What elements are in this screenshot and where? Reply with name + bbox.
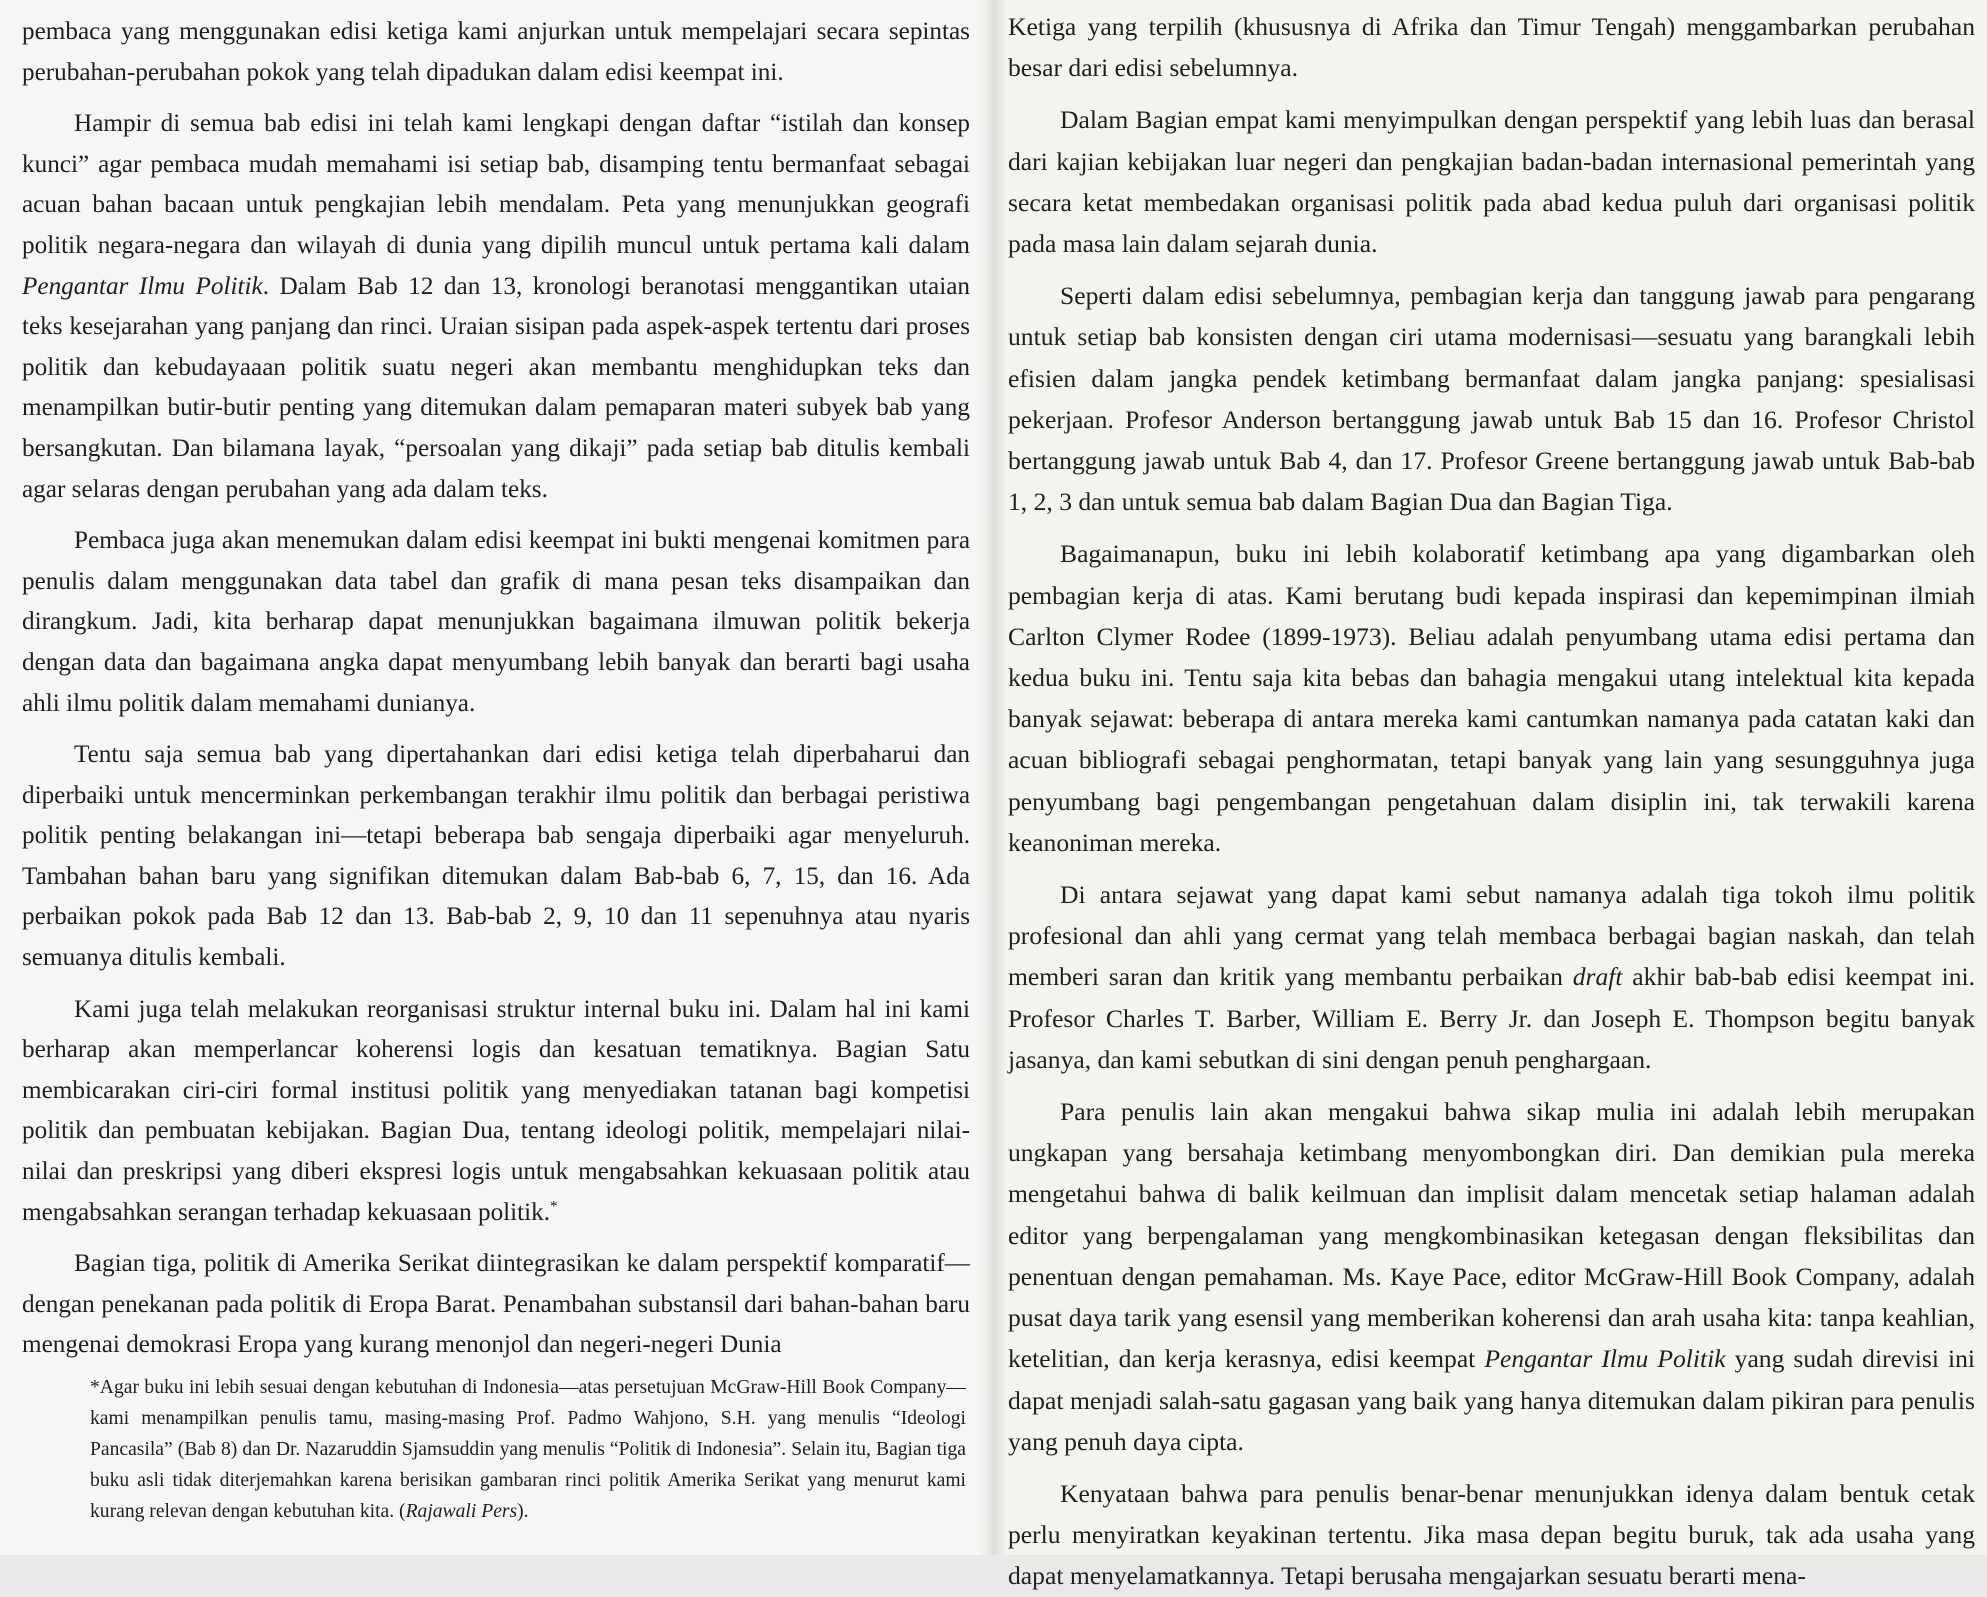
right-paragraph-6: Kenyataan bahwa para penulis benar-benar menunjukkan idenya dalam bentuk cetak perlu menyiratkan keyakinan tertentu. Jika masa depan begitu buruk, tak ada usaha yang dapat menyelamatkannya. Tetapi berusaha mengajarkan sesuatu berarti mena- — [1008, 1478, 1975, 1591]
left-paragraph-0: pembaca yang menggunakan edisi ketiga kami anjurkan untuk mempelajari secara sepintas perubahan-perubahan pokok yang telah dipadukan dalam edisi keempat ini. — [22, 18, 970, 86]
footnote-source-italic: Rajawali Pers — [405, 1501, 518, 1522]
right-paragraph-3: Bagaimanapun, buku ini lebih kolaboratif ketimbang apa yang digambarkan oleh pembagian kerja di atas. Kami berutang budi kepada inspirasi dan kepemimpinan ilmiah Carlton Clymer Rodee (1899-1973). Beliau adalah penyumbang utama edisi pertama dan kedua buku ini. Tentu saja kita bebas dan bahagia mengakui utang intelektual kita kepada banyak sejawat: beberapa di antara mereka kami cantumkan namanya pada catatan kaki dan acuan bibliografi sebagai penghormatan, tetapi banyak yang lain yang sesungguhnya juga penyumbang bagi pengembangan pengetahuan dalam disiplin ini, tak terwakili karena keanoniman mereka. — [1008, 539, 1975, 857]
footnote-text-b: ). — [517, 1501, 529, 1522]
footnote-marker: * — [550, 1198, 558, 1215]
left-paragraph-5: Bagian tiga, politik di Amerika Serikat diintegrasikan ke dalam perspektif komparatif—dengan penekanan pada politik di Eropa Barat. Penambahan substansil dari bahan-bahan baru mengenai demokrasi Eropa yang kurang menonjol dan negeri-negeri Dunia — [22, 1250, 970, 1359]
footnote-text-a: *Agar buku ini lebih sesuai dengan kebutuhan di Indonesia—atas persetujuan McGraw-Hill Book Company—kami menampilkan penulis tamu, masing-masing Prof. Padmo Wahjono, S.H. yang menulis “Ideologi Pancasila” (Bab 8) dan Dr. Nazaruddin Sjamsuddin yang menulis “Politik di Indonesia”. Selain itu, Bagian tiga buku asli tidak diterjemahkan karena berisikan gambaran rinci politik Amerika Serikat yang menurut kami kurang relevan dengan kebutuhan kita. ( — [90, 1377, 966, 1522]
right-page-body — [1008, 6, 1975, 1597]
right-paragraph-4 — [1008, 874, 1975, 1080]
right-paragraph-1: Dalam Bagian empat kami menyimpulkan dengan perspektif yang lebih luas dan berasal dari kajian kebijakan luar negeri dan pengkajian badan-badan internasional pemerintah yang secara ketat membedakan organisasi politik pada abad kedua puluh dari organisasi politik pada masa lain dalam sejarah dunia. — [1008, 105, 1975, 259]
left-page — [0, 0, 988, 1555]
left-paragraph-1-text-a: Hampir di semua bab edisi ini telah kami lengkapi dengan daftar “istilah dan konsep kunci” agar pembaca mudah memahami isi setiap bab, disamping tentu bermanfaat sebagai acuan bahan bacaan untuk pengkajian lebih mendalam. Peta yang menunjukkan geografi politik negara-negara dan wilayah di dunia yang dipilih muncul untuk pertama kali dalam — [22, 110, 970, 259]
right-paragraph-4-text-b: akhir bab-bab edisi keempat ini. Profesor Charles T. Barber, William E. Berry Jr. dan Joseph E. Thompson begitu banyak jasanya, dan kami sebutkan di sini dengan penuh penghargaan. — [1008, 962, 1975, 1074]
left-paragraph-1 — [22, 104, 970, 510]
left-paragraph-3: Tentu saja semua bab yang dipertahankan dari edisi ketiga telah diperbaharui dan diperbaiki untuk mencerminkan perkembangan terakhir ilmu politik dan berbagai peristiwa politik penting belakangan ini—tetapi beberapa bab sengaja diperbaiki agar menyeluruh. Tambahan bahan baru yang signifikan ditemukan dalam Bab-bab 6, 7, 15, dan 16. Ada perbaikan pokok pada Bab 12 dan 13. Bab-bab 2, 9, 10 dan 11 sepenuhnya atau nyaris semuanya ditulis kembali. — [22, 741, 970, 972]
footnote — [90, 1372, 966, 1527]
book-title-italic: Pengantar Ilmu Politik — [22, 272, 263, 300]
right-paragraph-0: Ketiga yang terpilih (khususnya di Afrika dan Timur Tengah) menggambarkan perubahan besar dari edisi sebelumnya. — [1008, 12, 1975, 83]
right-page — [988, 0, 1987, 1591]
right-paragraph-2: Seperti dalam edisi sebelumnya, pembagian kerja dan tanggung jawab para pengarang untuk setiap bab konsisten dengan ciri utama modernisasi—sesuatu yang barangkali lebih efisien dalam jangka pendek ketimbang bermanfaat dalam jangka panjang: spesialisasi pekerjaan. Profesor Anderson bertanggung jawab untuk Bab 15 dan 16. Profesor Christol bertanggung jawab untuk Bab 4, dan 17. Profesor Greene bertanggung jawab untuk Bab-bab 1, 2, 3 dan untuk semua bab dalam Bagian Dua dan Bagian Tiga. — [1008, 281, 1975, 517]
right-paragraph-5-text-a: Para penulis lain akan mengakui bahwa sikap mulia ini adalah lebih merupakan ungkapan yang bersahaja ketimbang menyombongkan diri. Dan demikian pula mereka mengetahui bahwa di balik keilmuan dan implisit dalam mencetak setiap halaman adalah editor yang berpengalaman yang mengkombinasikan ketegasan dengan fleksibilitas dan penentuan dengan pemahaman. Ms. Kaye Pace, editor McGraw-Hill Book Company, adalah pusat daya tarik yang esensil yang memberikan koherensi dan arah usaha kita: tanpa keahlian, ketelitian, dan kerja kerasnya, edisi keempat — [1008, 1097, 1975, 1374]
right-paragraph-5 — [1008, 1091, 1975, 1462]
footnote-text — [90, 1372, 966, 1527]
book-title-italic-right: Pengantar Ilmu Politik — [1484, 1344, 1726, 1374]
left-paragraph-1-text-b: . Dalam Bab 12 dan 13, kronologi beranotasi menggantikan utaian teks kesejarahan yang panjang dan rinci. Uraian sisipan pada aspek-aspek tertentu dari proses politik dan kebudayaaan politik suatu negeri akan membantu menghidupkan teks dan menampilkan butir-butir penting yang ditemukan dalam pemaparan materi subyek bab yang bersangkutan. Dan bilamana layak, “persoalan yang dikaji” pada setiap bab ditulis kembali agar selaras dengan perubahan yang ada dalam teks. — [22, 272, 971, 503]
left-paragraph-4-text: Kami juga telah melakukan reorganisasi struktur internal buku ini. Dalam hal ini kami berharap akan memperlancar koherensi logis dan kesatuan tematiknya. Bagian Satu membicarakan ciri-ciri formal institusi politik yang menyediakan tatanan bagi kompetisi politik dan pembuatan kebijakan. Bagian Dua, tentang ideologi politik, mempelajari nilai-nilai dan preskripsi yang diberi ekspresi logis untuk mengabsahkan kekuasaan politik atau mengabsahkan serangan terhadap kekuasaan politik. — [22, 995, 970, 1226]
right-paragraph-4-text-a: Di antara sejawat yang dapat kami sebut namanya adalah tiga tokoh ilmu politik profesional dan ahli yang cermat yang telah membaca berbagai bagian naskah, dan telah memberi saran dan kritik yang membantu perbaikan — [1008, 880, 1975, 992]
left-paragraph-4 — [22, 990, 970, 1234]
left-page-body — [22, 12, 970, 1366]
right-paragraph-5-text-b: yang sudah direvisi ini dapat menjadi salah-satu gagasan yang baik yang hanya ditemukan dalam pikiran para penulis yang penuh daya cipta. — [1008, 1344, 1975, 1456]
draft-italic: draft — [1572, 962, 1623, 992]
left-paragraph-2: Pembaca juga akan menemukan dalam edisi keempat ini bukti mengenai komitmen para penulis dalam menggunakan data tabel dan grafik di mana pesan teks disampaikan dan dirangkum. Jadi, kita berharap dapat menunjukkan bagaimana ilmuwan politik bekerja dengan data dan bagaimana angka dapat menyumbang lebih banyak dan berarti bagi usaha ahli ilmu politik dalam memahami dunianya. — [22, 527, 970, 717]
